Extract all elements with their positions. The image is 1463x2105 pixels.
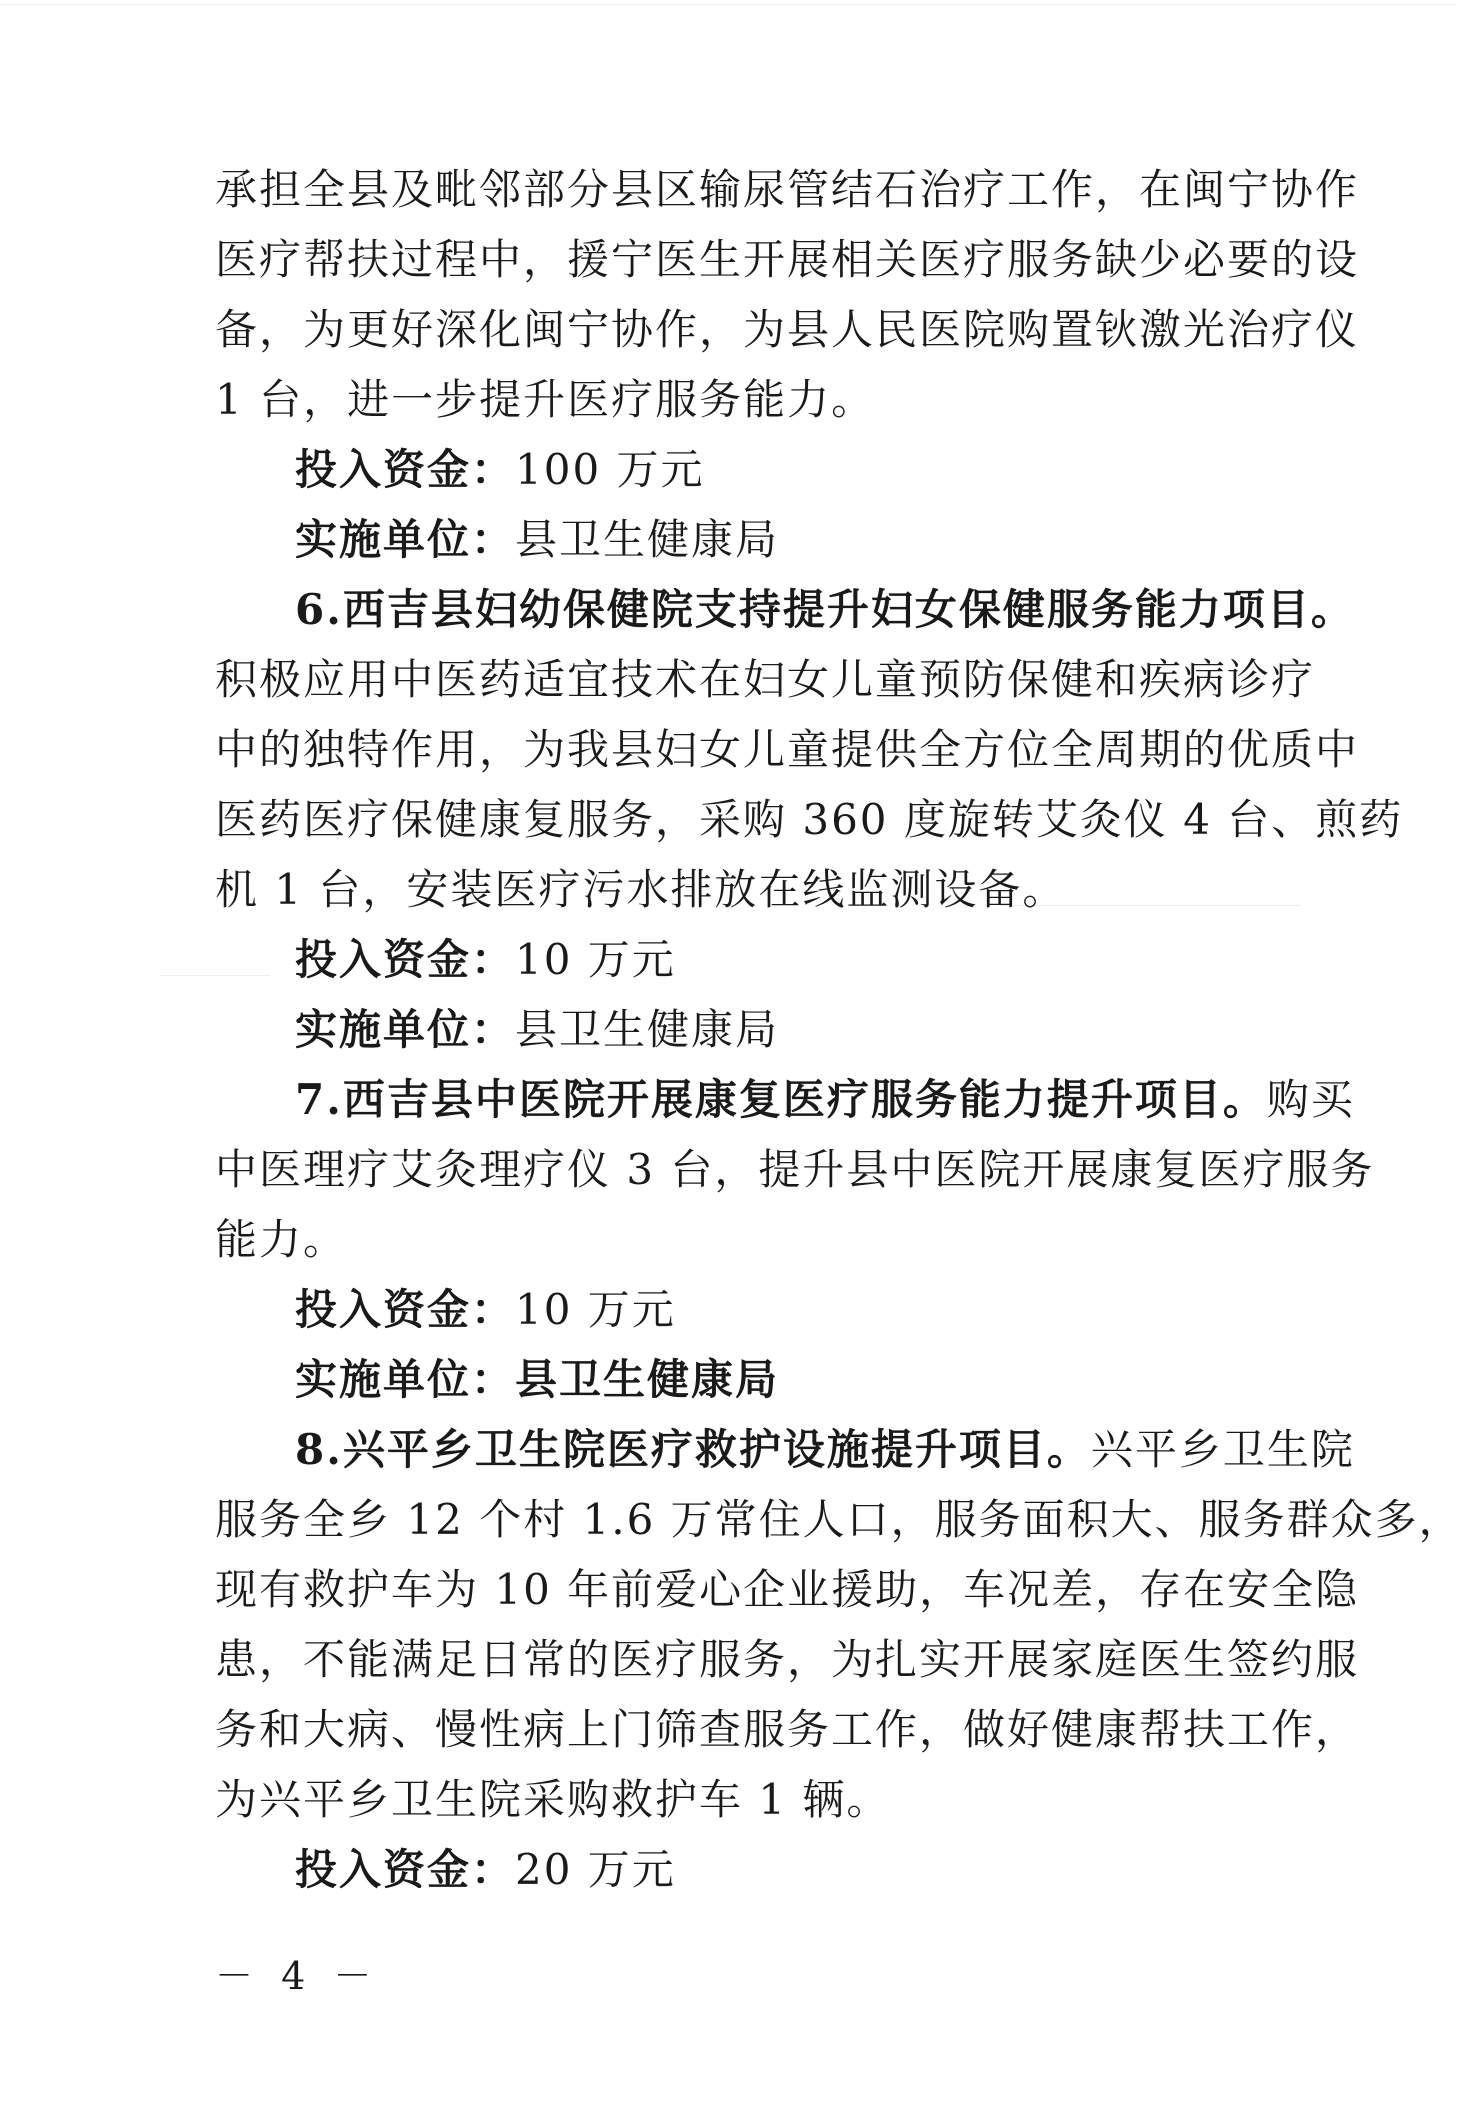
funding-label: 投入资金：	[295, 1845, 516, 1894]
unit-value: 县卫生健康局	[515, 515, 780, 564]
unit-value: 县卫生健康局	[515, 1005, 780, 1054]
paragraph-line: 备，为更好深化闽宁协作，为县人民医院购置钬激光治疗仪	[215, 305, 1360, 354]
paragraph-line: 中医理疗艾灸理疗仪 3 台，提升县中医院开展康复医疗服务	[215, 1145, 1375, 1194]
unit-row	[215, 505, 1250, 575]
page-number: － 4 －	[215, 1954, 380, 1998]
paragraph-line: 服务全乡 12 个村 1.6 万常住人口，服务面积大、服务群众多，	[215, 1495, 1463, 1544]
paragraph-line: 患，不能满足日常的医疗服务，为扎实开展家庭医生签约服	[215, 1635, 1360, 1684]
item-8-title: 8.兴平乡卫生院医疗救护设施提升项目。	[295, 1425, 1091, 1474]
item-7-title-tail: 购买	[1266, 1075, 1355, 1124]
funding-value: 100 万元	[515, 445, 705, 494]
document-body	[215, 155, 1463, 1905]
funding-row	[215, 435, 1250, 505]
unit-label: 实施单位：	[295, 515, 516, 564]
funding-value: 10 万元	[515, 935, 676, 984]
paragraph-line: 医疗帮扶过程中，援宁医生开展相关医疗服务缺少必要的设	[215, 235, 1360, 284]
scan-edge-top	[0, 4, 1457, 5]
funding-row	[215, 925, 1250, 995]
funding-label: 投入资金：	[295, 935, 516, 984]
funding-row	[215, 1835, 1250, 1905]
funding-label: 投入资金：	[295, 1285, 516, 1334]
funding-value: 20 万元	[515, 1845, 676, 1894]
paragraph-line: 1 台，进一步提升医疗服务能力。	[215, 375, 876, 424]
unit-value: 县卫生健康局	[515, 1355, 780, 1404]
paragraph-line: 积极应用中医药适宜技术在妇女儿童预防保健和疾病诊疗	[215, 655, 1316, 704]
item-8-heading-line	[215, 1415, 1355, 1485]
unit-row	[215, 995, 1250, 1065]
paragraph-line: 务和大病、慢性病上门筛查服务工作，做好健康帮扶工作，	[215, 1705, 1360, 1754]
paragraph-line: 机 1 台，安装医疗污水排放在线监测设备。	[215, 865, 1067, 914]
funding-label: 投入资金：	[295, 445, 516, 494]
item-7-title: 7.西吉县中医院开展康复医疗服务能力提升项目。	[295, 1075, 1267, 1124]
item-6-title: 6.西吉县妇幼保健院支持提升妇女保健服务能力项目。	[295, 585, 1355, 634]
item-8-title-tail: 兴平乡卫生院	[1090, 1425, 1355, 1474]
unit-label: 实施单位：	[295, 1005, 516, 1054]
funding-value: 10 万元	[515, 1285, 676, 1334]
unit-label: 实施单位：	[295, 1355, 516, 1404]
funding-row	[215, 1275, 1250, 1345]
item-7-heading-line	[215, 1065, 1355, 1135]
paragraph-line: 医药医疗保健康复服务，采购 360 度旋转艾灸仪 4 台、煎药	[215, 795, 1404, 844]
paragraph-line: 现有救护车为 10 年前爱心企业援助，车况差，存在安全隐	[215, 1565, 1360, 1614]
unit-row	[215, 1345, 1250, 1415]
paragraph-line: 能力。	[215, 1215, 348, 1264]
paragraph-line: 中的独特作用，为我县妇女儿童提供全方位全周期的优质中	[215, 725, 1360, 774]
paragraph-line: 承担全县及毗邻部分县区输尿管结石治疗工作，在闽宁协作	[215, 165, 1360, 214]
paragraph-line: 为兴平乡卫生院采购救护车 1 辆。	[215, 1775, 891, 1824]
